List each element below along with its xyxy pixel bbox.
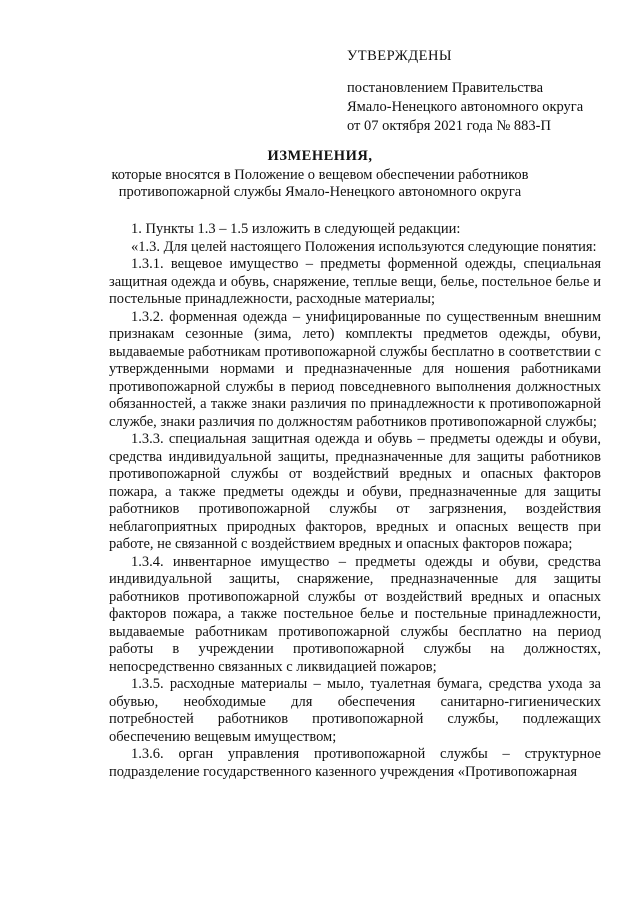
document-heading xyxy=(100,148,540,201)
paragraph-1-3-1: 1.3.1. вещевое имущество – предметы форменной одежды, специальная защитная одежда и обувь, снаряжение, теплые вещи, белье, постельное белье и постельные принадлежности, расходные материалы; xyxy=(109,256,601,307)
paragraph-1-3: «1.3. Для целей настоящего Положения используются следующие понятия: xyxy=(131,238,597,255)
approval-line-3: от 07 октября 2021 года № 883-П xyxy=(347,118,551,134)
approval-title: УТВЕРЖДЕНЫ xyxy=(347,48,453,64)
approval-line-1: постановлением Правительства xyxy=(347,80,544,96)
paragraph-1-3-2: 1.3.2. форменная одежда – унифицированные по существенным внешним признакам сезонные (зима, лето) комплекты предметов одежды, обуви, выдаваемые работникам противопожарной службы бесплатно в соответствии с утвержденными нормами и предназначенные для ношения работниками противопожарной службы в период повседневного выполнения должностных обязанностей, а также знаки различия по принадлежности к противопожарной службе, знаки различия по должностям работников противопожарной службы; xyxy=(109,308,601,430)
paragraph-item-1: 1. Пункты 1.3 – 1.5 изложить в следующей редакции: xyxy=(131,221,461,237)
document-body xyxy=(109,221,601,781)
approval-block xyxy=(347,47,627,136)
paragraph-1-3-5: 1.3.5. расходные материалы – мыло, туалетная бумага, средства ухода за обувью, необходимые для обеспечения санитарно-гигиенических потребностей работников противопожарной службы, подлежащих обеспечению вещевым имуществом; xyxy=(109,676,601,745)
paragraph-1-3-3: 1.3.3. специальная защитная одежда и обувь – предметы одежды и обуви, средства индивидуальной защиты, предназначенные для защиты работников противопожарной службы от воздействий вредных и опасных факторов пожара, а также предметы одежды и обуви, предназначенные для защиты работников противопожарной службы от загрязнения, воздействия неблагоприятных природных факторов, вредных и опасных веществ при работе, не связанной с воздействием вредных и опасных факторов пожара; xyxy=(109,431,601,552)
paragraph-1-3-6: 1.3.6. орган управления противопожарной службы – структурное подразделение государственного казенного учреждения «Противопожарная xyxy=(109,746,601,780)
document-subtitle-line-1: которые вносятся в Положение о вещевом обеспечении работников xyxy=(111,167,529,183)
approval-line-2: Ямало-Ненецкого автономного округа xyxy=(347,99,584,115)
document-title: ИЗМЕНЕНИЯ, xyxy=(267,148,373,164)
document-subtitle-line-2: противопожарной службы Ямало-Ненецкого автономного округа xyxy=(118,184,522,200)
paragraph-1-3-4: 1.3.4. инвентарное имущество – предметы одежды и обуви, средства индивидуальной защиты, снаряжение, предназначенные для защиты работников противопожарной службы от воздействий вредных и опасных факторов пожара, а также постельное белье и постельные принадлежности, выдаваемые работникам противопожарной службы бесплатно на период работы в учреждении противопожарной службы на должностях, непосредственно связанных с ликвидацией пожаров; xyxy=(109,553,601,675)
